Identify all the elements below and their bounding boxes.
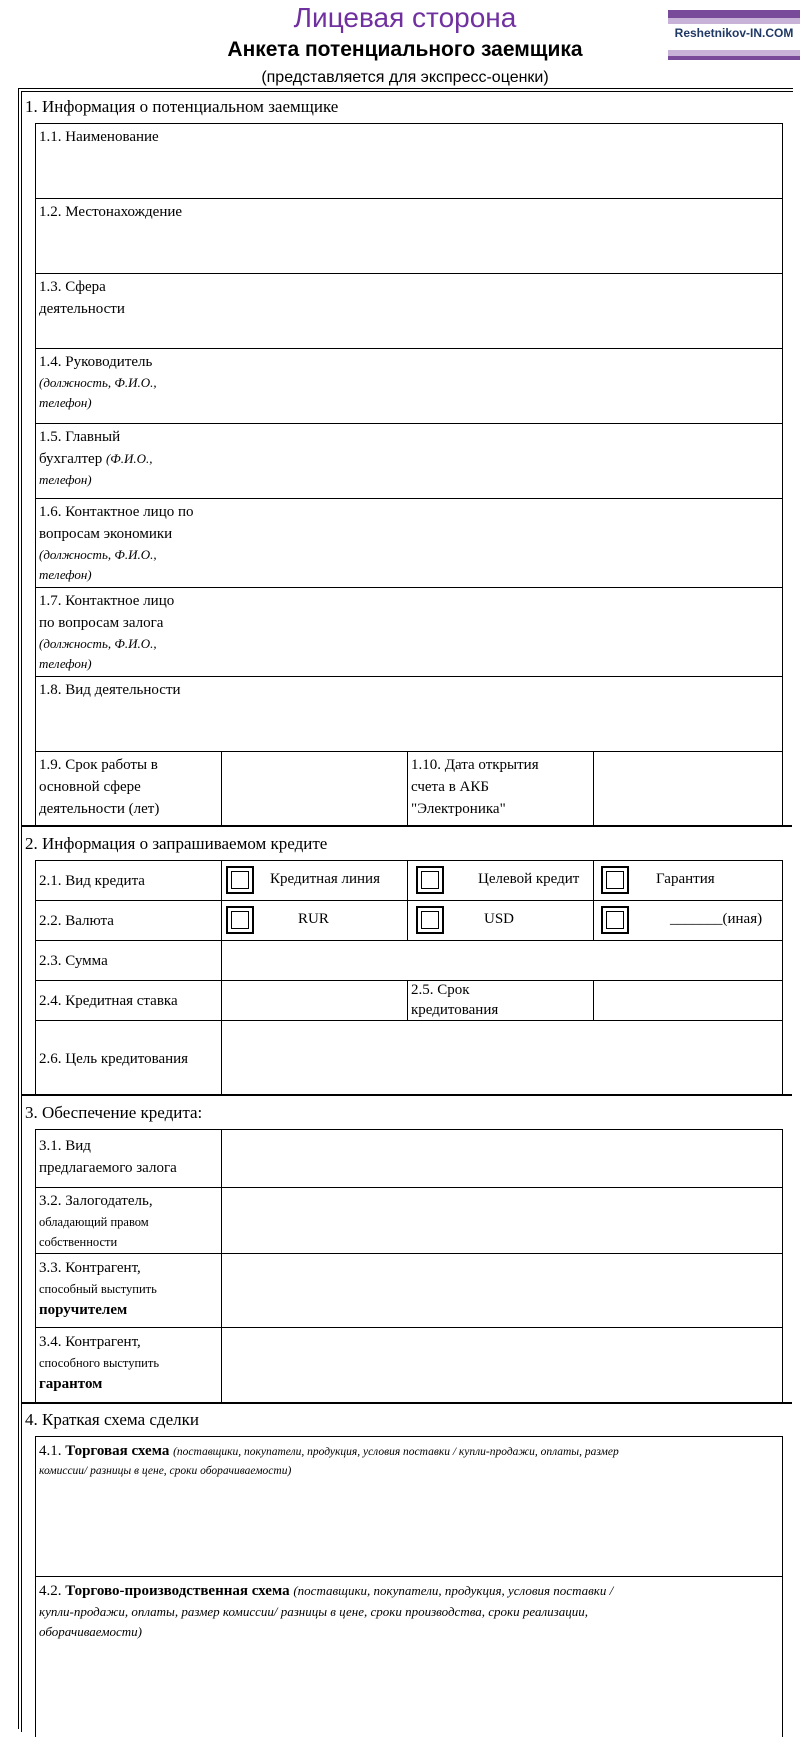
field-accountant-label: 1.5. Главный бухгалтер (Ф.И.О., телефон) [39, 429, 153, 487]
surety-input[interactable] [222, 1254, 780, 1326]
trade-scheme-input[interactable] [36, 1484, 780, 1574]
section-3-heading: 3. Обеспечение кредита: [25, 1103, 203, 1122]
purpose-input[interactable] [222, 1021, 780, 1093]
checkbox-other-currency[interactable] [601, 906, 629, 934]
field-collateral-contact-label: 1.7. Контактное лицо по вопросам залога (должность, Ф.И.О., телефон) [39, 593, 175, 671]
guarantor-label: 3.4. Контрагент, способного выступить гарантом [39, 1334, 160, 1392]
guarantor-input[interactable] [222, 1328, 780, 1400]
collateral-type-label: 3.1. Вид предлагаемого залога [39, 1138, 177, 1176]
logo-text: Reshetnikov-IN.COM [674, 26, 794, 40]
pledger-input[interactable] [222, 1188, 780, 1252]
section-2-heading: 2. Информация о запрашиваемом кредите [25, 834, 328, 853]
pledger-label: 3.2. Залогодатель, обладающий правом собственности [39, 1193, 153, 1249]
term-input[interactable] [594, 981, 780, 1019]
field-account-date-label: 1.10. Дата открытия счета в АКБ "Электроника" [411, 757, 539, 817]
field-location-label: 1.2. Местонахождение [39, 204, 183, 220]
option-other-currency: _______(иная) [670, 911, 763, 927]
work-term-input[interactable] [222, 752, 406, 824]
checkbox-credit-line[interactable] [226, 866, 254, 894]
option-usd: USD [484, 911, 515, 927]
rate-label: 2.4. Кредитная ставка [39, 993, 178, 1009]
form-note: (представляется для экспресс-оценки) [261, 69, 549, 86]
collateral-type-input[interactable] [222, 1130, 780, 1186]
rate-input[interactable] [222, 981, 406, 1019]
checkbox-usd[interactable] [416, 906, 444, 934]
field-sphere-label: 1.3. Сфера деятельности [39, 279, 125, 317]
trade-scheme-label: 4.1. Торговая схема (поставщики, покупатели, продукция, условия поставки / купли-продажи, оплаты, размер комиссии/ разницы в цене, сроки оборачиваемости) [39, 1443, 619, 1477]
section-4-heading: 4. Краткая схема сделки [25, 1410, 199, 1429]
option-rur: RUR [298, 911, 329, 927]
page-title: Лицевая сторона [293, 2, 517, 33]
option-guarantee: Гарантия [656, 871, 715, 887]
option-credit-line: Кредитная линия [270, 871, 380, 887]
field-activity-label: 1.8. Вид деятельности [39, 682, 181, 698]
site-logo[interactable] [668, 10, 800, 60]
field-name-label: 1.1. Наименование [39, 129, 159, 145]
production-scheme-input[interactable] [36, 1650, 780, 1720]
credit-type-label: 2.1. Вид кредита [39, 873, 145, 889]
term-label: 2.5. Срок кредитования [411, 982, 499, 1018]
field-director-label: 1.4. Руководитель (должность, Ф.И.О., телефон) [39, 354, 157, 410]
option-target-credit: Целевой кредит [478, 871, 580, 887]
currency-label: 2.2. Валюта [39, 913, 114, 929]
checkbox-rur[interactable] [226, 906, 254, 934]
account-date-input[interactable] [594, 752, 780, 824]
field-work-term-label: 1.9. Срок работы в основной сфере деятельности (лет) [39, 757, 160, 817]
production-scheme-label: 4.2. Торгово-производственная схема (поставщики, покупатели, продукция, условия поставки / купли-продажи, оплаты, размер комиссии/ разницы в цене, сроки производства, сроки реализации, оборачиваемости) [39, 1583, 614, 1639]
section-1-heading: 1. Информация о потенциальном заемщике [25, 97, 339, 116]
form-title: Анкета потенциального заемщика [227, 38, 583, 61]
purpose-label: 2.6. Цель кредитования [39, 1051, 189, 1067]
amount-input[interactable] [222, 941, 780, 979]
checkbox-guarantee[interactable] [601, 866, 629, 894]
field-economics-contact-label: 1.6. Контактное лицо по вопросам экономики (должность, Ф.И.О., телефон) [39, 504, 194, 582]
surety-label: 3.3. Контрагент, способный выступить поручителем [39, 1260, 157, 1318]
checkbox-target-credit[interactable] [416, 866, 444, 894]
amount-label: 2.3. Сумма [39, 953, 108, 969]
